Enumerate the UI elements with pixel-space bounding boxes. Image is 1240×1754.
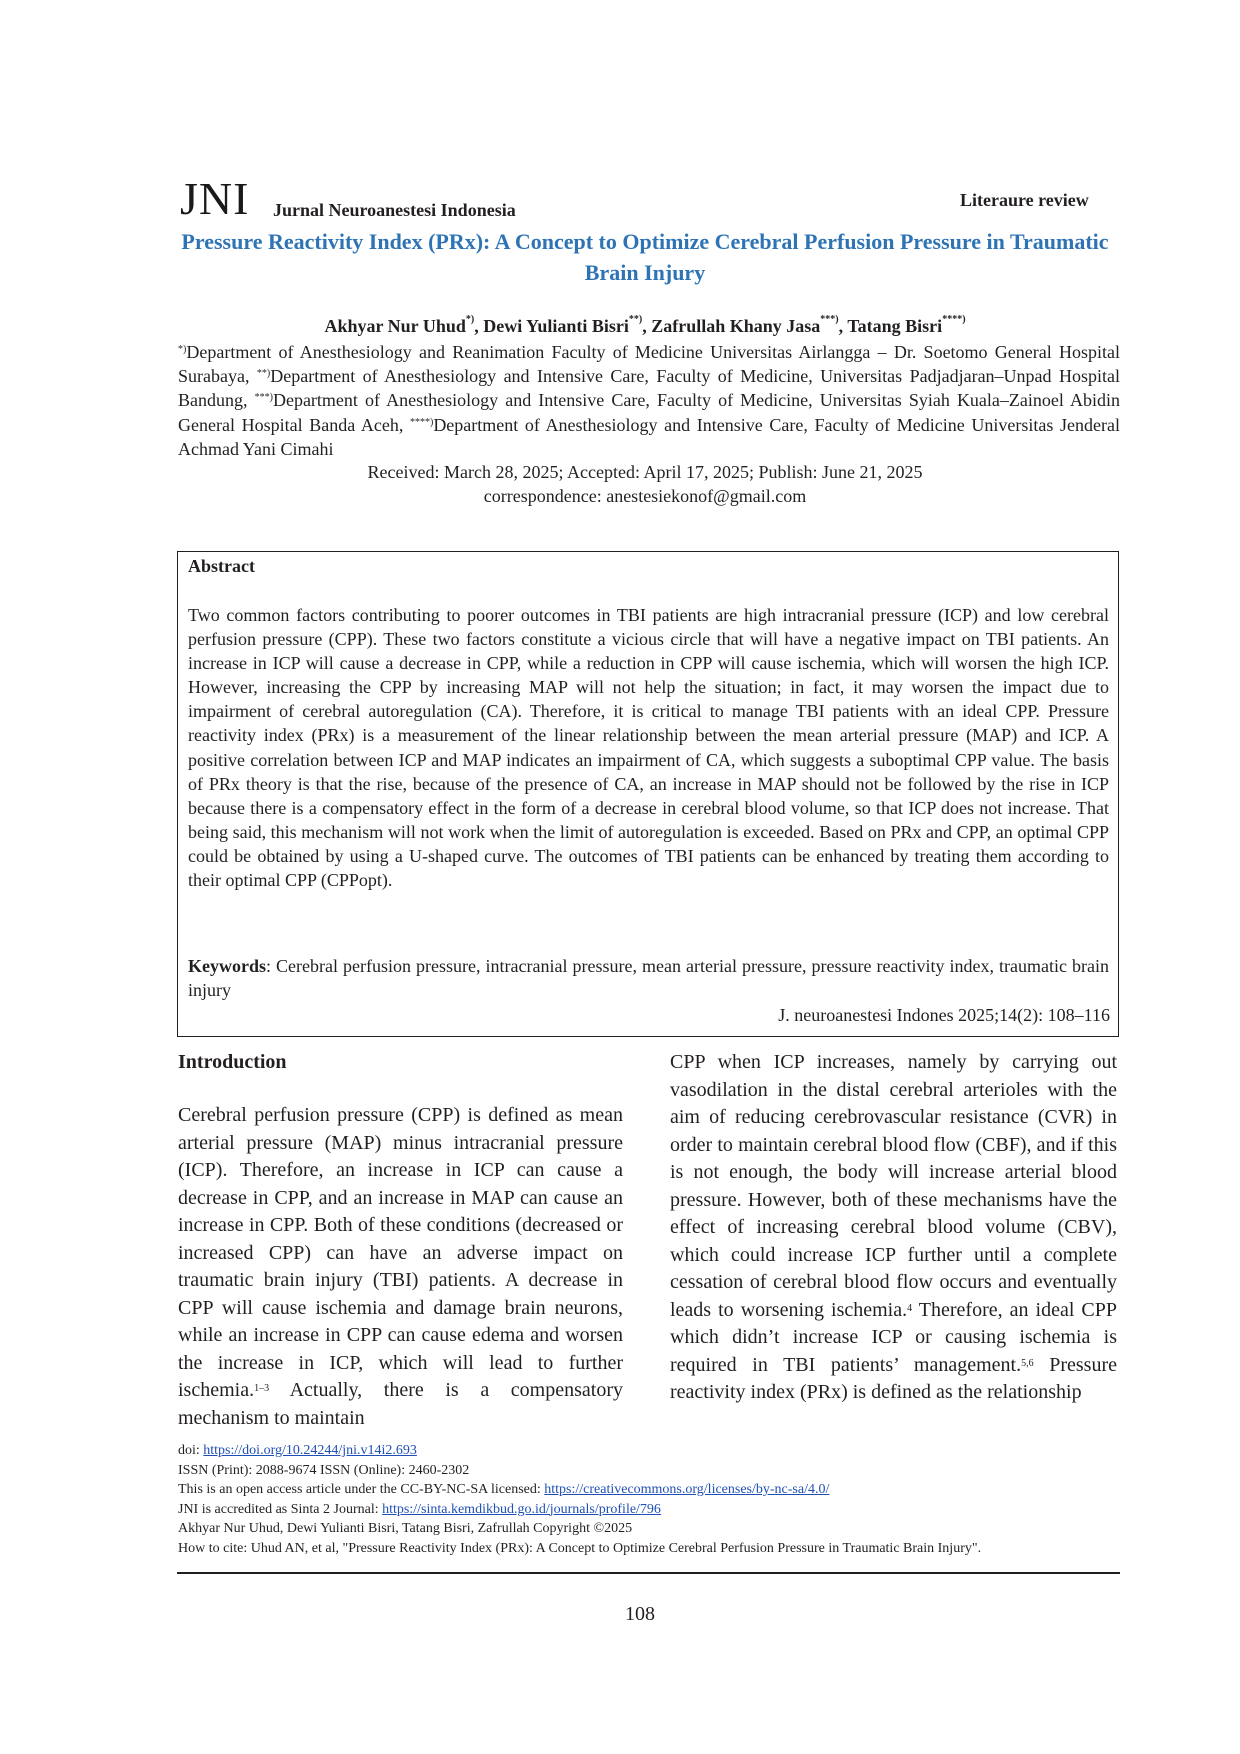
affiliation-marker: **) (256, 368, 271, 380)
journal-logo: JNI (180, 173, 250, 224)
affiliation-marker: ****) (409, 416, 434, 428)
keywords-label: Keywords (188, 956, 266, 976)
affiliation-text: Department of Anesthesiology and Intensive Care, Faculty of Medicine, Universitas Padjadjaran–Unpad Hospital Bandung, (178, 366, 1120, 411)
affiliation-text: Department of Anesthesiology and Intensive Care, Faculty of Medicine Universitas Jenderal Achmad Yani Cimahi (178, 414, 1120, 459)
sinta-line (178, 1500, 1138, 1520)
paragraph-text: Actually, there is a compensatory mechanism to maintain (178, 1379, 623, 1429)
introduction-right-column (670, 1049, 1117, 1407)
author-name: Akhyar Nur Uhud (324, 316, 466, 336)
paragraph-text: Therefore, an ideal CPP which didn’t increase ICP or causing ischemia is required in TBI patients’ management. (670, 1298, 1118, 1376)
paragraph-text: Pressure reactivity index (PRx) is defined as the relationship (670, 1353, 1117, 1403)
author-marker: ****) (942, 314, 966, 325)
license-text: This is an open access article under the CC-BY-NC-SA licensed: (178, 1482, 545, 1497)
doi-label: doi: (178, 1443, 204, 1458)
issn-line: ISSN (Print): 2088-9674 ISSN (Online): 2460-2302 (178, 1462, 470, 1478)
affiliations (178, 340, 1120, 461)
journal-name: Jurnal Neuroanestesi Indonesia (273, 200, 516, 220)
affiliation-text: Department of Anesthesiology and Reanimation Faculty of Medicine Universitas Airlangga – Dr. Soetomo General Hospital Surabaya, (178, 342, 1120, 387)
introduction-left-column (178, 1102, 623, 1432)
license-link[interactable]: https://creativecommons.org/licenses/by-nc-sa/4.0/ (544, 1482, 830, 1497)
reference-marker: 4 (907, 1302, 913, 1314)
copyright-line: Akhyar Nur Uhud, Dewi Yulianti Bisri, Tatang Bisri, Zafrullah Copyright ©2025 (178, 1521, 633, 1536)
author-marker: *) (465, 314, 475, 325)
author-name: Dewi Yulianti Bisri (483, 316, 629, 336)
journal-citation: J. neuroanestesi Indones 2025;14(2): 108–116 (778, 1005, 1110, 1025)
affiliation-text: Department of Anesthesiology and Intensive Care, Faculty of Medicine, Universitas Syiah Kuala–Zainoel Abidin General Hospital Banda Aceh, (178, 390, 1121, 435)
sinta-text: JNI is accredited as Sinta 2 Journal: (178, 1501, 383, 1517)
author-list: Akhyar Nur Uhud*), Dewi Yulianti Bisri**), Zafrullah Khany Jasa***), Tatang Bisri****) (324, 314, 966, 336)
correspondence: correspondence: anestesiekonof@gmail.com (483, 486, 807, 506)
author-name: Tatang Bisri (847, 316, 943, 336)
sinta-link[interactable]: https://sinta.kemdikbud.go.id/journals/profile/796 (382, 1501, 661, 1517)
license-line (178, 1480, 1138, 1500)
page-number: 108 (625, 1603, 655, 1625)
abstract-heading: Abstract (188, 556, 255, 576)
author-marker: **) (628, 314, 643, 325)
article-dates: Received: March 28, 2025; Accepted: April 17, 2025; Publish: June 21, 2025 (367, 462, 923, 482)
how-to-cite-line: How to cite: Uhud AN, et al, "Pressure Reactivity Index (PRx): A Concept to Optimize Cerebral Perfusion Pressure in Traumatic Brain Injury". (178, 1540, 982, 1556)
author-name: Zafrullah Khany Jasa (651, 316, 821, 336)
footer-divider (177, 1572, 1120, 1574)
affiliation-marker: ***) (254, 392, 273, 404)
article-title: Pressure Reactivity Index (PRx): A Concept to Optimize Cerebral Perfusion Pressure in Traumatic Brain Injury (181, 229, 1109, 285)
paragraph-text: CPP when ICP increases, namely by carrying out vasodilation in the distal cerebral arterioles with the aim of reducing cerebrovascular resistance (CVR) in order to maintain cerebral blood flow (CBF), and if this is not enough, the body will increase arterial blood pressure. However, both of these mechanisms have the effect of increasing cerebral blood volume (CBV), which could increase ICP further until a complete cessation of cerebral blood flow occurs and eventually leads to worsening ischemia. (670, 1051, 1117, 1321)
doi-link[interactable]: https://doi.org/10.24244/jni.v14i2.693 (203, 1443, 417, 1458)
introduction-heading: Introduction (178, 1051, 287, 1073)
reference-marker: 1–3 (254, 1383, 270, 1394)
doi-line (178, 1441, 1138, 1461)
paragraph-text: Cerebral perfusion pressure (CPP) is defined as mean arterial pressure (MAP) minus intracranial pressure (ICP). Therefore, an increase in ICP can cause a decrease in CPP, and an increase in MAP can cause an increase in CPP. Both of these conditions (decreased or increased CPP) can have an adverse impact on traumatic brain injury (TBI) patients. A decrease in CPP will cause ischemia and damage brain neurons, while an increase in CPP can cause edema and worsen the increase in ICP, which will lead to further ischemia. (178, 1104, 623, 1401)
keywords (188, 954, 1109, 1002)
author-marker: ***) (820, 314, 839, 325)
footer-notes (178, 1441, 1138, 1558)
keywords-text: : Cerebral perfusion pressure, intracranial pressure, mean arterial pressure, pressure reactivity index, traumatic brain injury (188, 956, 1109, 1000)
affiliation-marker: *) (178, 344, 187, 355)
article-category: Literaure review (960, 190, 1089, 210)
abstract-text: Two common factors contributing to poorer outcomes in TBI patients are high intracranial pressure (ICP) and low cerebral perfusion pressure (CPP). These two factors constitute a vicious circle that will have a negative impact on TBI patients. An increase in ICP will cause a decrease in CPP, while a reduction in CPP will cause ischemia, which will worsen the high ICP. However, increasing the CPP by increasing MAP will not help the situation; in fact, it may worsen the impact due to impairment of cerebral autoregulation (CA). Therefore, it is critical to manage TBI patients with an ideal CPP. Pressure reactivity index (PRx) is a measurement of the linear relationship between the mean arterial pressure (MAP) and ICP. A positive correlation between ICP and MAP indicates an impairment of CA, which suggests a suboptimal CPP value. The basis of PRx theory is that the rise, because of the presence of CA, an increase in MAP should not be followed by the rise in ICP because there is a compensatory effect in the form of a decrease in cerebral blood volume, so that ICP does not increase. That being said, this mechanism will not work when the limit of autoregulation is exceeded. Based on PRx and CPP, an optimal CPP could be obtained by using a U-shaped curve. The outcomes of TBI patients can be enhanced by treating them according to their optimal CPP (CPPopt). (188, 605, 1109, 891)
reference-marker: 5,6 (1021, 1357, 1034, 1369)
